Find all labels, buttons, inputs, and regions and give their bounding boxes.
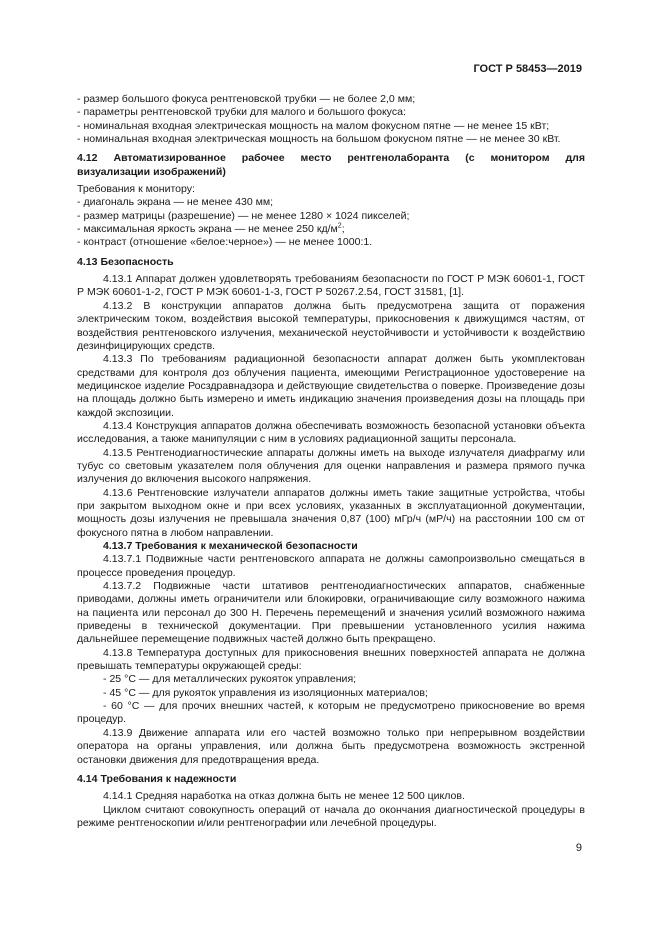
intro-list: [77, 93, 585, 146]
section-4-12-heading: 4.12 Автоматизированное рабочее место рентгенолаборанта (с монитором для: [77, 152, 585, 165]
section-4-12-heading-cont: визуализации изображений): [77, 165, 226, 178]
paragraph-4-13-7-1: 4.13.7.1 Подвижные части рентгеновского аппарата не должны самопроизвольно смещаться в процессе проведения процедур.: [77, 553, 585, 579]
monitor-requirements-lead: Требования к монитору:: [77, 183, 195, 196]
paragraph-cycle-definition: Циклом считают совокупность операций от начала до окончания диагностической процедуры в режиме рентгеноскопии и/или рентгенографии или лечебной процедуры.: [77, 803, 585, 829]
brightness-text: - максимальная яркость экрана — не менее 250 кд/м: [77, 223, 338, 236]
semicolon: ;: [341, 223, 345, 236]
list-item: [77, 223, 585, 236]
paragraph-4-13-5: 4.13.5 Рентгенодиагностические аппараты должны иметь на выходе излучателя диафрагму или тубус со световым указателем поля облучения для оценки направления и размера прямого пучка излучения до включения высокого напряжения.: [77, 446, 585, 486]
list-item: - контраст (отношение «белое:черное») — не менее 1000:1.: [77, 236, 373, 249]
document-code: ГОСТ Р 58453—2019: [473, 63, 582, 75]
paragraph-4-13-7-2: 4.13.7.2 Подвижные части штативов рентгенодиагностических аппаратов, снабженные приводами, должны иметь ограничители или блокировки, ограничивающие силу возможного нажима на пациента или персонал до 300 Н. Перечень перемещений и значения усилий возможного нажима приведены в технической документации. При превышении установленного усилия нажима дальнейшее перемещение подвижных частей должно быть прекращено.: [77, 580, 585, 646]
paragraph-4-13-3: 4.13.3 По требованиям радиационной безопасности аппарат должен быть укомплектован средствами для контроля доз облучения пациента, имеющими Регистрационное удостоверение на медицинское изделие Росздравнадзора и действующие свидетельства о поверке. Произведение дозы на площадь должно быть измерено и иметь индикацию значения произведения дозы на площадь при каждой экспозиции.: [77, 353, 585, 419]
paragraph-4-13-2: 4.13.2 В конструкции аппаратов должна быть предусмотрена защита от поражения электрическим током, воздействия высокой температуры, прикосновения к движущимся частям, от воздействия рентгеновского излучения, механической неустойчивости и устойчивости к воздействию дезинфицирующих средств.: [77, 299, 585, 352]
list-item: - размер матрицы (разрешение) — не менее 1280 × 1024 пикселей;: [77, 209, 410, 222]
section-4-13-7-heading: 4.13.7 Требования к механической безопасности: [103, 540, 358, 552]
page-content: [77, 93, 585, 830]
list-item: - 25 °С — для металлических рукояток управления;: [103, 673, 357, 686]
paragraph-4-13-6: 4.13.6 Рентгеновские излучатели аппаратов должны иметь такие защитные устройства, чтобы при закрытом выходном окне и при всех условиях, указанных в эксплуатационной документации, мощность дозы излучения не превышала значения 0,87 (100) мГр/ч (мР/ч) на расстоянии 100 см от фокусного пятна в любом направлении.: [77, 486, 585, 539]
list-item: - 45 °С — для рукояток управления из изоляционных материалов;: [103, 686, 428, 699]
paragraph-4-13-9: 4.13.9 Движение аппарата или его частей возможно только при непрерывном воздействии оператора на органы управления, или должна быть предусмотрена возможность экстренной остановки движения для предотвращения вреда.: [77, 726, 585, 766]
paragraph-4-14-1: 4.14.1 Средняя наработка на отказ должна быть не менее 12 500 циклов.: [103, 790, 465, 803]
list-item: - диагональ экрана — не менее 430 мм;: [77, 196, 274, 209]
paragraph-4-13-8: 4.13.8 Температура доступных для прикосновения внешних поверхностей аппарата не должна превышать температуры окружающей среды:: [77, 646, 585, 673]
section-4-14-heading: 4.14 Требования к надежности: [77, 772, 237, 785]
list-item: - размер большого фокуса рентгеновской трубки — не более 2,0 мм;: [77, 93, 416, 105]
paragraph-4-13-4: 4.13.4 Конструкция аппаратов должна обеспечивать возможность безопасной установки объекта исследования, а также манипуляции с ним в условиях радиационной защиты персонала.: [77, 419, 585, 446]
superscript: 2: [337, 222, 342, 230]
paragraph-4-13-1: 4.13.1 Аппарат должен удовлетворять требованиям безопасности по ГОСТ Р МЭК 60601-1, ГОСТ Р МЭК 60601-1-2, ГОСТ Р МЭК 60601-1-3, ГОСТ Р 50267.2.54, ГОСТ 31581, [1].: [77, 273, 585, 299]
section-4-13-heading: 4.13 Безопасность: [77, 255, 174, 268]
list-item: - параметры рентгеновской трубки для малого и большого фокуса:: [77, 106, 406, 119]
list-item: - 60 °С — для прочих внешних частей, к которым не предусмотрено прикосновение во время процедур.: [77, 700, 585, 726]
page-number: 9: [575, 842, 582, 854]
list-item: - номинальная входная электрическая мощность на малом фокусном пятне — не менее 15 кВт;: [77, 119, 550, 132]
list-item: - номинальная входная электрическая мощность на большом фокусном пятне — не менее 30 кВт.: [77, 133, 561, 146]
